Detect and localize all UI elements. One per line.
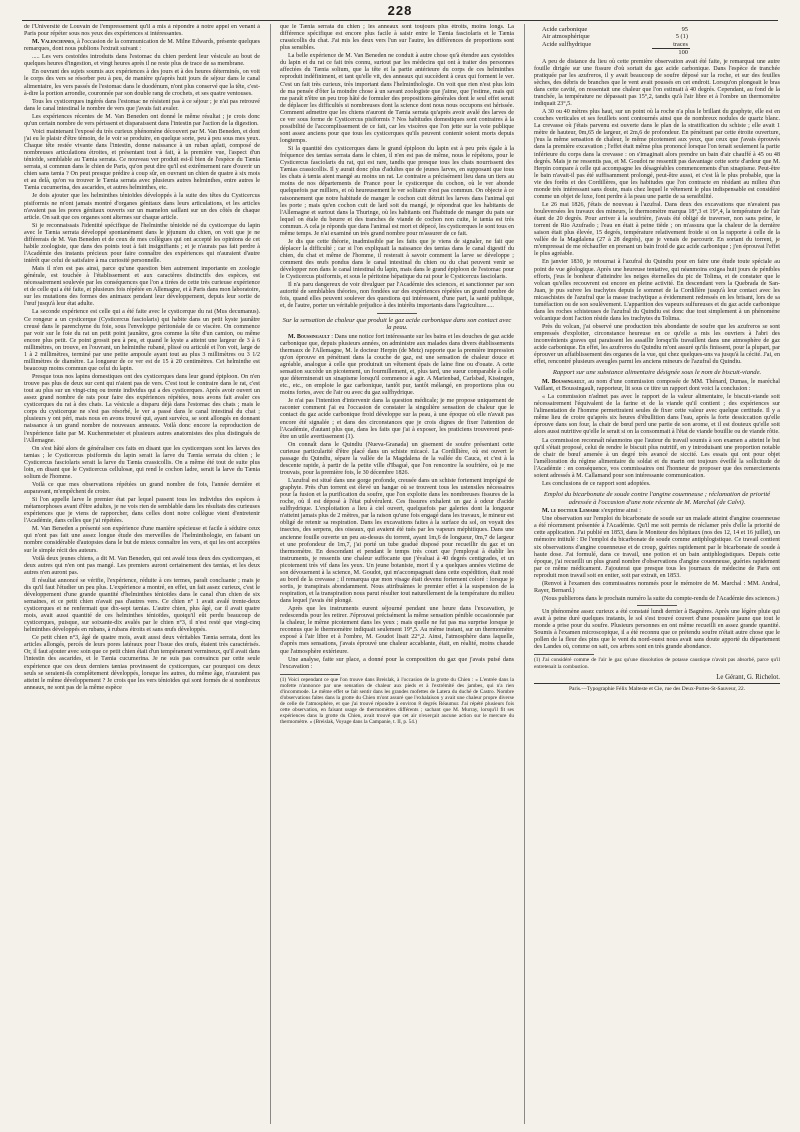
column-1 — [24, 24, 260, 1124]
paragraph: Les conclusions de ce rapport sont adoptées. — [542, 480, 651, 487]
paragraph: L'azufral est situé dans une gorge profonde, creusée dans un schiste fortement imprégné de graphyte. Près d'un torrent est élevé un hangar où se trouvent tous les ustensiles nécessaires pour la fusion et la purification du soufre, que l'on exploite dans les nombreuses fissures de la roche, où il est déposé à l'état pulvérulent. Ces fissures exhalent un gaz à odeur d'acide sulfhydrique. L'exploitation a lieu à ciel ouvert, quelquefois par galeries dont la longueur n'atteint jamais plus de 2 mètres, par la raison qu'une fois engagé dans les travaux, le mineur est obligé de retenir sa respiration. Dans les excavations faites à la surface du sol, on voyait des insectes, des serpens, des oiseaux, qui avaient été tués par les vapeurs méphitiques. Dans une ancienne fouille ouverte un peu au-dessus du torrent, ayant 1m,6 de longueur, 0m,7 de largeur et une profondeur de 1m,7, j'ai porté un tube gradué disposé pour recueillir du gaz et un thermomètre. En descendant et pendant le temps très court que j'employai à établir les instruments, je ressentis une chaleur suffocante que j'évaluai à 40 degrés centigrades, et un picotement très vif dans les yeux. Un jeune botaniste, mort il y a quelques années victime de son dévouement à la science, M. Goudot, qui m'accompagnait dans cette expédition, était resté au bord de la crevasse ; il remarqua que mon visage était devenu fortement coloré : lorsque je sortis, je transpirais abondamment. Nous attribuâmes le premier effet à la suspension de la respiration, et la transpiration nous parut résulter tout naturellement de la température du milieu dans lequel j'avais été plongé. — [280, 478, 514, 605]
paragraph-text: , au nom d'une commission composée de MM. Thénard, Dumas, le maréchal Vaillant, et Boussingault, rapporteur, lit sous ce titre un rapport dont voici la conclusion : — [534, 379, 780, 393]
table-total: 100 — [652, 49, 690, 57]
column-3 — [534, 24, 780, 1124]
paragraph: La commission reconnaît néanmoins que l'auteur du travail soumis à son examen a atteint le but qu'il s'était proposé, celui de rendre le biscuit plus nutritif, en y introduisant une proportion notable de chair de bœuf amenée à un degré très avancé de siccité. Les essais qui ont pour objet l'amélioration du régime alimentaire du soldat et du marin ont toujours éveillé la sollicitude de l'Académie : en conséquence, vos commissaires ont l'honneur de proposer que des remerciements soient adressés à M. Callamand pour son intéressante communication. — [534, 437, 780, 479]
paragraph: « La commission n'admet pas avec le rapport de la valeur alimentaire, le biscuit-viande soit nécessairement l'équivalent de la farine et de la viande qu'il contient ; des expériences sur l'alimentation de l'homme permettraient seules de fixer cette valeur avec quelque certitude. Il y a même lieu de croire qu'après six heures d'ébullition dans l'eau, après la forte dessiccation qu'elle éprouve dans son four, la chair de bœuf perd une partie de son arome, et il est douteux qu'elle soit alors aussi nutritive qu'elle le serait si on la consommait à l'état de viande bouillie ou de viande rôtie. — [534, 394, 780, 436]
paragraph: M. Van Beneden a présenté son expérience d'une manière spécieuse et facile à séduire ceux qui n'ont pas fait une assez longue étude des merveilles de l'helminthologie, en faisant un nombre considérable d'autopsies dans le but de mieux connaître les vers, et qui les ont acceptées sur le simple récit des auteurs. — [24, 526, 260, 554]
table-row — [540, 26, 690, 33]
paragraph: Je dis que cette théorie, inadmissible par les faits que je viens de signaler, ne fait que déplacer la difficulté ; car si l'on expliquait la naissance des tænias dans le canal digestif du chien, du chat et même de l'homme, il resterait à savoir comment la larve se développe ; comment des œufs pondus dans le canal intestinal du chien ou du chat peuvent venir se développer non dans le canal intestinal du lapin, mais dans le grand épiploon de l'estomac pour le Cysticercus pisiformis, et sous le péritoine hépatique du rat pour le Cysticercus fasciolaris. — [280, 238, 514, 281]
paragraph: Près du volcan, j'ai observé une production très abondante de soufre que les azufreros se sont empressés d'exploiter, circonstance heureuse en ce qu'elle a mis les ouvriers à l'abri des inconvénients graves qui paraissent les assaillir lorsqu'ils travaillent dans une atmosphère de gaz acide carbonique. En effet, les azufreros du Quindiu m'ont assuré qu'ils finissent, pour la plupart, par éprouver un affaiblissement des organes de la vue, qui chez quelques-uns va jusqu'à la cécité. J'ai, en effet, rencontré plusieurs aveugles parmi les anciens mineurs de l'azufral du Quindiu. — [534, 324, 780, 366]
paragraph: Tous les cysticerques ingérés dans l'estomac ne résistent pas à ce séjour ; je n'ai pas retrouvé dans le canal intestinal le nombre de vers que j'avais fait avaler. — [24, 98, 260, 112]
paragraph: Après que les instruments eurent séjourné pendant une heure dans l'excavation, je redescendis pour les retirer. J'éprouvai précisément la même sensation pénible occasionnée par la chaleur, le même picotement dans les yeux ; mais quelle ne fut pas ma surprise lorsque je reconnus que le thermomètre indiquait seulement 19°,5. Au même instant, sur un thermomètre exposé à l'air libre et à l'ombre, M. Goudot lisait 22°,2. Ainsi, l'atmosphère dans laquelle, d'après mes sensations, j'avais éprouvé une chaleur accablante, était, en réalité, moins chaude que l'atmosphère extérieure. — [280, 606, 514, 655]
footnote-rule — [280, 674, 340, 675]
paragraph: La seconde expérience est celle qui a été faite avec le cysticerque du rat (Mus decumanus). Ce rongeur a un cysticerque (Cysticercus fasciolaris) qui habite dans un petit kyste jaunâtre creusé dans le parenchyme du foie, sous l'enveloppe péritonéale de ce viscère. On commence par voir sur le foie du rat un petit point jaunâtre, gros comme la tête d'un camion, ou même encore plus petit. Ce point grossit peu à peu, et quand le kyste a atteint une largeur de 3 à 6 millimètres, on trouve, en l'ouvrant, un helminthe rubané, plissé ou articulé et l'on voit, large de 1 à 2 millimètres, terminé par une petite ampoule ayant tout au plus 3 millimètres ou 3 1/2 millimètres de diamètre. La longueur de ce ver est de 15 à 20 centimètres. Cet helminthe est beaucoup moins commun que celui du lapin. — [24, 309, 260, 372]
paragraph: (Renvoi à l'examen des commissaires nommés pour le mémoire de M. Marchal : MM. Andral, Rayer, Bernard.) — [534, 580, 780, 594]
paragraph: Ce petit chien n°3, âgé de quatre mois, avait aussi deux véritables Tænia serrata, dont les articles allongés, percés de leurs pores latéraux pour l'issue des œufs, étaient très caractérisés. Or, il faut ajouter avec soin que ce petit chien était d'un tempérament vermineux, qu'il avait dans l'intestin des ascarides, et le Tænia cucumerina. Je ne suis pas convaincu par cette seule expérience que ces deux derniers tænias provinssent de cysticerques, car pourquoi ces deux seuls se seraient-ils complètement développés, lorsque les autres, du même âge, n'auraient pas atteint le même développement ? Je crois que les vers ténioïdes qui sont formés de si nombreux anneaux, ne sont pas de la même espèce — [24, 635, 260, 691]
paragraph: Si la quantité des cysticerques dans le grand épiploon du lapin est à peu près égale à la fréquence des tænias serrata dans le chien, il n'en est pas de même, nous le répétons, pour le Cysticercus fasciolaris du rat, qui est rare, tandis que presque tous les chats nourrissent des Tænias crassicollis. Il y aurait donc plus d'adultes que de jeunes larves, en supposant que tous les chats à tænia aient mangé au moins un rat. Le contraire a précisément lieu dans un tiers au moins de nos départements de France pour le cysticerque du cochon, où le ver abonde quelquefois par milliers, et où heureusement le ver solitaire n'est pas commun. On objecte à ce raisonnement que notre habitude de manger le cochon cuit détruit les larves dans l'animal qui les porte ; mais qu'en cochon cuit de lard soit du mangé, je répondrai que les habitants de l'Allemagne et surtout dans la Thuringe, où les habitants ont l'habitude de manger du pain sur lequel on étale du beurre et des tranches de viande de cochon non cuite, le tænia est très commun. A cela je réponds que dans l'animal est mort et dépecé, les cysticerques le sont tous en même temps. Je n'ai examiné un très grand nombre pour m'assurer de ce fait. — [280, 146, 514, 237]
table-cell-label: Acide sulfhydrique — [542, 41, 592, 49]
section-rule — [377, 313, 417, 314]
paragraph: En janvier 1830, je retournai à l'azufral du Quindiu pour en faire une étude toute spéciale au point de vue géologique. Après une heureuse tentative, qui néanmoins exigea huit jours de pénibles efforts, j'eus le bonheur d'atteindre les neiges éternelles du pic de Tolima, et de constater que le volcan qu'elles recouvrent est encore en pleine activité. En descendant vers la Quebrada de San-Juan, je pus suivre les trachytes depuis le sommet de la Cordillère jusqu'à leur contact avec les micaschistes de l'azufral que la masse trachytique a évidemment redressés en les brisant, lors de sa tuméfaction ou de son soulèvement. L'apparition des vapeurs sulfureuses et du gaz acide carbonique dans les roches schisteuses de l'azufral du Quindiu est donc due tout simplement à un phénomène volcanique dont l'action réside dans les trachytes du Tolima. — [534, 259, 780, 322]
paragraph-text: : Dans une notice fort intéressante sur les bains et les douches de gaz acide carbonique que, depuis plusieurs années, on administre aux malades dans divers établissements thermaux de l'Allemagne, M. le docteur Herpin (de Metz) rapporte que la première impression qu'on éprouve en pénétrant dans la couche de gaz, est une sensation de chaleur douce et agréable, analogue à celle que produirait un vêtement épais de laine fine ou d'ouate. A cette sensation succède un picotement, un fourmillement, et, plus tard, une sueur comparable à celle que déterminerait un sinapisme lorsqu'il commence à agir. A Marienbad, Carlsbad, Kissingen, etc., etc., on emploie le gaz carbonique, tantôt pur, tantôt mélangé, en proportions plus ou moins fortes, avec de l'air ou avec du gaz sulfhydrique. — [280, 333, 514, 397]
paragraph: Les expériences récentes de M. Van Beneden ont donné le même résultat ; je crois donc qu'un certain nombre de vers périssent et disparaissent dans l'intestin par l'action de la digestion. — [24, 113, 260, 127]
table-cell-label: Acide carbonique — [542, 26, 588, 33]
paragraph: Si l'on appelle larve le premier état par lequel passent tous les individus des espèces à métamorphoses avant d'être adultes, je ne vois rien de semblable dans les résultats des curieuses expériences que je viens de rapporcher, dans celles dont notre collègue vient d'entretenir l'Académie, dans celles que j'ai répétées. — [24, 497, 260, 525]
column-2 — [280, 24, 514, 1124]
page-number: 228 — [387, 3, 413, 18]
paragraph: Je dois ajouter que les helminthes ténioïdes développés à la suite des têtes du Cysticercus pisiformis ne m'ont jamais montré d'organes génitaux dans leurs articulations, et les articles n'avaient pas les pores génitaux ouverts sur un mamelon saillant sur un des côtés de chaque article. On sait que ces organes sont alternes sur chaque article. — [24, 193, 260, 221]
table-total-row — [540, 49, 690, 57]
paragraph: Une observation sur l'emploi du bicarbonate de soude sur un malade atteint d'angine couenneuse a été récemment présentée à l'Académie. Qu'il me soit permis de réclamer près d'elle la priorité de cette application. J'ai publié en 1853, dans le Moniteur des hôpitaux (nos des 12, 14 et 16 juillet), un mémoire intitulé : De l'emploi du bicarbonate de soude comme antiphlogistique. Ce travail contient six observations d'angine couenneuse et de croup, guéries rapidement par le bicarbonate de soude à haute dose. J'ai formulé, dans ce travail, une potion et un bain antiphlogistiques. Depuis cette époque, j'ai recueilli un plus grand nombre d'observations d'angine couenneuse, guéries rapidement par ce même médicament. J'ajouterai que presque tous les journaux de médecine de Paris ont reproduit mon travail soit en entier, soit par extrait, en 1853. — [534, 516, 780, 579]
column-divider — [270, 24, 271, 1124]
gas-composition-table — [540, 26, 690, 57]
paragraph: A peu de distance du lieu où cette première observation avait été faite, je remarquai une autre fouille dirigée sur une fissure d'où sortait du gaz acide carbonique. Dans l'espèce de tranchée pratiquée par les azufreros, il y avait beaucoup de soufre déposé sur la roche, et sur des feuilles sèches, des débris de branches que le vent avait poussés en cet endroit. Lorsqu'on plongeait le bras dans cette cavité, on ressentait une chaleur que l'on estimait à 40 degrés. Cependant, au fond de la tranchée, la température ne dépassait pas 15°,2, tandis qu'à l'air libre et à l'ombre un thermomètre indiquait 23°,5. — [534, 58, 780, 108]
footnote: (1) J'ai considéré comme de l'air le gaz qu'une dissolution de potasse caustique n'avait pas absorbé, parce qu'il entretenait la combustion. — [534, 657, 780, 670]
paragraph: de l'Université de Louvain de l'empressement qu'il a mis à répondre à notre appel en venant à Paris pour répéter sous nos yeux des expériences si intéressantes. — [24, 24, 260, 38]
signature-rule — [534, 683, 780, 684]
section-heading: Rapport sur une substance alimentaire désignée sous le nom de biscuit-viande. — [552, 369, 762, 377]
paragraph: Mais il n'en est pas ainsi, parce qu'une question bien autrement importante en zoologie générale, est touchée à l'établissement et aux caractères distinctifs des espèces, est nécessairement soulevée par les conséquences que l'on a tirées de cette très curieuse expérience et de celle qui a été faite, et plusieurs fois répétée en Allemagne, et à Paris dans mon laboratoire, sur les mutations des formes des animaux pendant leur développement, depuis leur sortie de l'œuf jusqu'à leur état adulte. — [24, 266, 260, 308]
table-row — [540, 33, 690, 40]
paragraph — [534, 508, 780, 515]
top-rule — [22, 20, 778, 21]
paragraph: Une analyse, faite sur place, a donné pour la composition du gaz que j'avais puisé dans l'excavation : — [280, 656, 514, 670]
printer-imprint: Paris.—Typographie Félix Malteste et Cie, rue des Deux-Portes-St-Sauveur, 22. — [569, 686, 745, 693]
publisher-signature: Le Gérant, G. Richelot. — [716, 673, 780, 681]
footnote: (1) Voici cependant ce que l'on trouve dans Breislak, à l'occasion de la grotte du Chien : « L'entrée dans la mofette n'annonce par une sensation de chaleur aux pieds et à l'extrémité des jambes, qui n'a rien d'incommode. Le même effet se fait sentir dans les grandes mofettes de Latera du duché de Castro. Nombre d'observations faites dans la grotte du Chien m'ont assuré que l'exhalaison y avait une chaleur propre diverse de celle de l'atmosphère, et que j'ai trouvé répondre à environ 8 degrés Réaumur. J'ai répété plusieurs fois cette observation, en faisant usage de thermomètres différents ; sachant que M. Murray, lorsqu'il fit ses expériences dans la grotte du Chien, avait trouvé que cet air n'exerçait aucune action sur le mercure du thermomètre. » (Breislak, Voyage dans la Campanie, t. II, p. 54.) — [280, 676, 514, 726]
speaker-name: M. Valenciennes — [32, 39, 75, 46]
paragraph — [280, 334, 514, 398]
column-divider — [524, 24, 525, 1124]
speaker-name: M. le docteur Lemaire — [542, 508, 600, 515]
paragraph-text: , à l'occasion de la communication de M. Milne Edwards, présente quelques remarques, dont nous publions l'extrait suivant : — [24, 39, 260, 53]
paragraph: Il résultat annoncé se vérifie, l'expérience, réduite à ces termes, paraît concluante ; mais je dis qu'il faut l'étudier un peu plus. L'expérience a montré, en effet, un fait assez curieux, c'est le développement d'une grande quantité d'helminthes ténioïdes dans le canal d'un chien de six semaines, et ce petit chien n'avait pas d'autres vers. Ce chien n° 1 avait avalé trente-deux cysticerques et ne renfermait que dix-sept tænias. L'autre chien, plus âgé, car il avait quatre mois, avait aussi quantité de ces helminthes ténioïdes, quoiqu'il eût perdu beaucoup de cysticerques, puisque, sur soixante-dix avalés par le chien n°3, il n'est resté que vingt-cinq helminthes développés en rubans, à rubans étroits et sans œufs développés. — [24, 577, 260, 634]
paragraph: Voilà ce que mes observations répétées un grand nombre de fois, l'année dernière et auparavant, m'empêchent de croire. — [24, 481, 260, 495]
section-heading: Emploi du bicarbonate de soude contre l'angine couenneuse ; réclamation de priorité adressée à l'occasion d'une note récente de M. Marchal (de Calvi). — [543, 490, 771, 506]
speaker-name: M. Boussingault — [288, 333, 330, 340]
paragraph: On connaît dans le Quindiu (Nueva-Granada) un gisement de soufre présentant cette curieuse particularité d'être placé dans un schiste micacé. La Cordillière, où est ouvert le passage du Quindiu, sépare la vallée de la Magdalena de la vallée du Cauca, et c'est à la descente rapide, à partir de la petite ville d'Ibagué, que l'on rencontre la soufrière, où je me trouvais, pour la première fois, le 30 décembre 1826. — [280, 441, 514, 476]
table-cell-value: 5 (1) — [675, 33, 688, 41]
footnote-rule — [534, 654, 594, 655]
section-rule — [637, 605, 677, 606]
table-row — [540, 41, 690, 49]
section-heading: Sur la sensation de chaleur que produit le gaz acide carbonique dans son contact avec la peau. — [282, 316, 512, 332]
paragraph: Le 26 mai 1826, j'étais de nouveau à l'azufral. Dans deux des excavations que n'avaient pas bouleversées les travaux des mineurs, le thermomètre marqua 18°,3 et 19°,4, la température de l'air étant de 20 degrés. Pour arriver à la soufrière, j'avais été obligé de traverser, non sans peine, le torrent de Rio Azufrado ; l'eau en était à peine tiède ; on m'assura que la chaleur de la dernière saison était plus élevée, 15 degrés, température relativement froide si on la rapporte à celle de la vallée de la Magdalena (27 à 28 degrés), que je venais de parcourir. En sortant du torrent, je m'empressai de me réchauffer en prenant un bain froid de gaz acide carbonique ; j'en éprouvai l'effet le plus agréable. — [534, 201, 780, 258]
paragraph: (Nous publierons dans le prochain numéro la suite du compte-rendu de l'Académie des sciences.) — [542, 595, 779, 602]
paragraph: A 30 ou 40 mètres plus haut, sur un point où la roche n'a plus le brillant du graphyte, elle est en couches verticales et ses feuillets sont contournés ainsi que de nombreux nodules de quartz blanc. La crevasse où j'étais parvenu est ouverte dans le plan de la stratification du schiste ; elle avait 1 mètre de hauteur, 0m,65 de largeur, et 2m,6 de profondeur. En pénétrant par cette étroite ouverture, j'eus la même sensation de chaleur, le même picotement aux yeux, que ceux que j'avais éprouvés dans la première excavation ; l'effet était même plus prononcé lorsque l'on tenait seulement la partie inférieure du corps dans la crevasse : on s'imaginait alors prendre un bain d'air chauffé à 45 ou 48 degrés. Mais je ne ressentis pas, et M. Goudot ne ressentit pas davantage cette sorte d'ardeur que M. Herpin compare à celle qui accompagne les désagréables commencements d'un sinapisme. Peut-être le bain n'avait-il pas été suffisamment prolongé, peut-être aussi, et c'est là le plus probable, que la vie des forêts et des Cordillères, que les habitudes que l'on contracte en résidant au milieu d'un monde très intéressant sans doute, mais chez lequel le vêtement le plus indispensable est considéré comme un objet de luxe, font perdre à la peau une partie de sa sensibilité. — [534, 109, 780, 200]
paragraph — [534, 379, 780, 393]
paragraph: Voilà deux jeunes chiens, a dit M. Van Beneden, qui ont avalé tous deux des cysticerques, et deux autres qui n'en ont pas mangé. Les premiers auront certainement des tænias, et les deux autres n'en auront pas. — [24, 555, 260, 576]
paragraph: ..... Les vers cestoïdes introduits dans l'estomac du chien perdent leur vésicule au bout de quelques heures d'ingestion, et vingt heures après il ne reste plus de trace de sa membrane. — [24, 54, 260, 68]
paragraph: Voici maintenant l'exposé du très curieux phénomène découvert par M. Van Beneden, et dont j'ai eu le plaisir d'être témoin, de le voir se produire, en quelque sorte, peu à peu sous mes yeux. Chaque tête restée vivante dans l'intestin, donne naissance à un ruban aplati, composé de nombreuses articulations étroites, et présentant tout à fait, à la première vue, l'aspect d'un ténioïde, semblable au Tænia serrata. Ce nouveau ver produit est-il bien de l'espèce du Tænia serrata, si commun dans le chien de Paris, qu'on peut dire qu'il est extrêmement rare d'ouvrir un chien sans tænia ? On peut presque prédire à coup sûr, en ouvrant un chien de quatre à six mois et au delà, qu'on va trouver le Tænia serrata avec plusieurs autres helminthes, entre autres le Tænia cucumerina, des ascarides, et autres helminthes, etc. — [24, 128, 260, 192]
paragraph-text: s'exprime ainsi : — [599, 508, 641, 515]
paragraph: On s'est hâté alors de généraliser ces faits en disant que les cysticerques sont les larves des tænias ; le Cysticercus pisiformis du lapin serait la larve du Tænia serrata du chien ; le Cysticercus fasciolaris serait la larve du Tænia crassicollis. On a même été tout de suite plus loin, en disant que le Cysticercus cellulosæ, qui rend le cochon ladre, serait la larve du Tænia solium de l'homme. — [24, 445, 260, 480]
paragraph: Si je reconnaissais l'identité spécifique de l'helminthe ténioïde né du cysticerque du lapin avec le Tænia serrata développé spontanément dans le jéjunum du chien, on voit que je ne différerais de M. Van Beneden et de ceux de mes collègues qui ont accepté les opinions de cet habile zoologiste, que dans des points tout à fait insignifiants ; et je n'aurais pas fait perdre à l'Académie des instants précieux pour faire connaître des expériences qui n'auraient d'autre intérêt que celui de satisfaire à ma curiosité personnelle. — [24, 222, 260, 264]
paragraph: En ouvrant des sujets soumis aux expériences à des jours et à des heures déterminés, on voit le corps des vers se résorber peu à peu, de manière qu'après huit jours de séjour dans le canal alimentaire, les vers passés de l'estomac dans le duodénum, n'ont plus conservé que la tête, c'est-à-dire la portion arrondie, couronnée par son double rang de crochets, et ses quatre ventouses. — [24, 69, 260, 97]
paragraph: Presque tous nos lapins domestiques ont des cysticerques dans leur grand épiploon. On n'en trouve pas plus de deux sur cent qui n'aient pas de vers. C'est tout le contraire dans le rat, c'est tout au plus sur un vingt-cinq ou trente individus qui a des cysticerques. Après avoir ouvert un assez grand nombre de rats pour faire des expériences répétées, nous avons fait avaler ces cysticerques du rat à des chats. La vésicule a disparu déjà dans l'estomac des chats ; mais le corps du cysticerque ne s'est pas résorbé, le ver a passé dans le canal intestinal du chat ; plusieurs y ont péri, mais nous en avons trouvé qui, ayant survécu, se sont allongés en donnant naissance à un grand nombre de nouveaux anneaux. Voilà donc encore la reproduction de l'expérience faite par M. Kuchenmeister et plusieurs autres anatomistes des plus distingués de l'Allemagne. — [24, 374, 260, 444]
paragraph: Je n'ai pas l'intention d'intervenir dans la question médicale; je me propose uniquement de raconter comment j'ai eu l'occasion de constater la singulière sensation de chaleur que le contact du gaz acide carbonique froid développe sur la peau, à une époque où elle n'avait pas encore été signalée ; et dans des circonstances que je crois dignes de fixer l'attention de l'Académie, d'autant plus que, dans les faits que j'ai à exposer, les praticiens trouveront peut-être un utile avertissement (1). — [280, 398, 514, 440]
paragraph: Un phénomène assez curieux a été constaté lundi dernier à Bagnères. Après une légère pluie qui avait à peine duré quelques instants, le sol s'est trouvé couvert d'une poussière jaune que tout le monde a prise pour du soufre. Plusieurs personnes en ont même recueilli en assez grande quantité. Soumis à l'examen microscopique, il a été reconnu que ce prétendu soufre n'était autre chose que le pollen de la fleur des pins que le vent du nord-ouest nous avait sans doute apporté du département des Landes où, comme on sait, ces arbres sont en très grande abondance. — [534, 609, 780, 651]
paragraph: Il n'a paru dangereux de voir divulguer par l'Académie des sciences, et sanctionner par son autorité de semblables théories, non fondées sur des expériences répétées un grand nombre de fois, quand elles peuvent soulever des questions qui intéressent, d'une part, la santé publique, et, de l'autre, porter un véritable préjudice à des intérêts importants dans l'agriculture..... — [280, 282, 514, 310]
paragraph — [24, 39, 260, 53]
paragraph: La belle expérience de M. Van Beneden ne conduit à autre chose qu'à étendre aux cystoïdes du lapin et du rat ce fait très connu, surtout par les médecins qui ont à traiter des personnes affectées du Tænia solium, que la tête et la partie antérieure du corps de ces helminthes reproduit indéfiniment, et tant qu'elle vit, des anneaux qui succèdent à ceux qui forment le ver. C'est un fait très curieux, très important dans l'helminthologie. On voit que rien n'est plus loin de ma pensée d'ôter la moindre chose à un savant zoologiste que j'aime, que j'estime, mais qui me paraît n'être un peu trop hâté de formuler des propositions générales dont le seul effet serait de déplacer les difficultés si nombreuses dont la science dont nous nous occupons est hérissée. Comment admettre que les chiens n'auront de Tænia serrata qu'après avoir avalé des larves de ce ver sous forme de Cysticercus pisiformis ? Nos habitudes domestiques sont contraires à la possibilité de l'accomplissement de ce fait, car les viscères que l'on jette sur la voie publique sont assez anciens pour que tous les cysticerques qu'ils peuvent contenir soient morts depuis longtemps. — [280, 53, 514, 144]
table-cell-label: Air atmosphérique — [542, 33, 590, 41]
speaker-name: M. Boussingault — [542, 379, 585, 386]
table-cell-value: traces — [673, 40, 688, 48]
table-cell-value: 95 — [681, 26, 688, 33]
paragraph: que le Tænia serrata du chien ; les anneaux sont toujours plus étroits, moins longs. La différence spécifique est encore plus facile à saisir entre le Tænia fasciolaris et le Tænia crassicollis du chat. J'ai mis les deux vers l'un sur l'autre, les différences de proportions sont plus sensibles. — [280, 24, 514, 52]
